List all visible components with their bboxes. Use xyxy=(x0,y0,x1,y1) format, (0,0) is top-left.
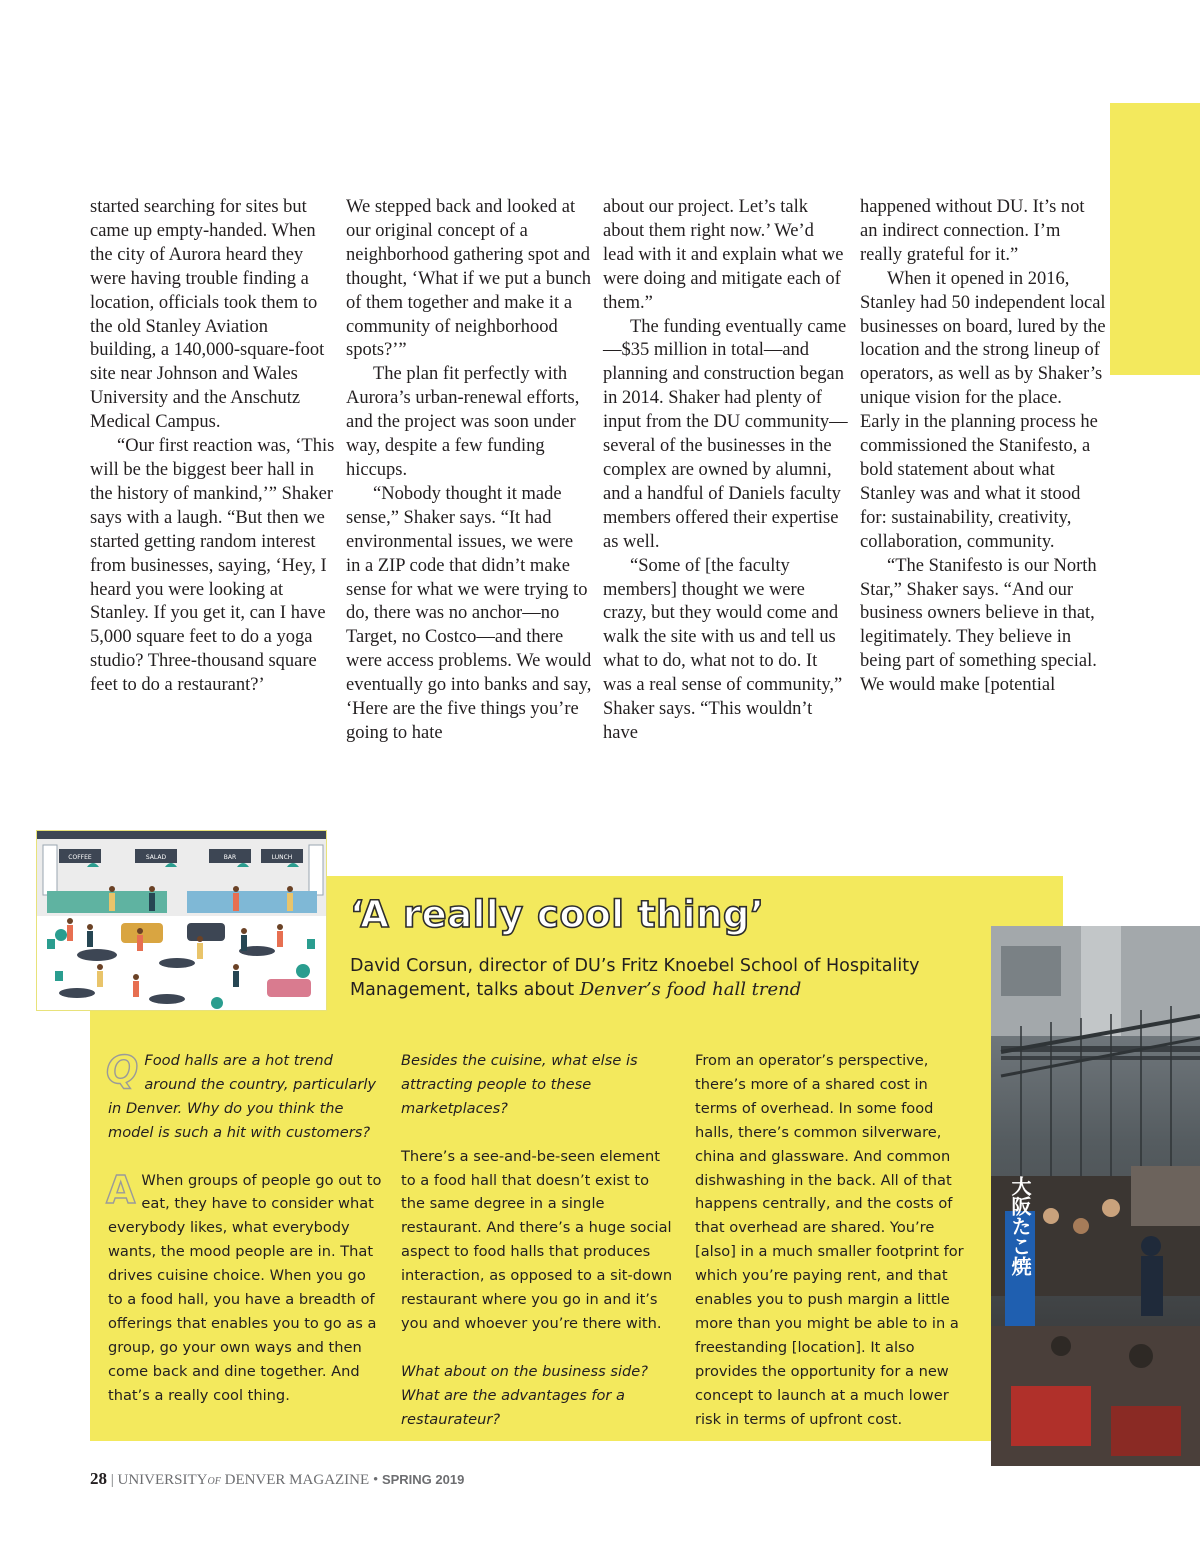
paragraph: “Some of [the faculty members] thought we were crazy, but they would come and walk the site with us and tell us what to do, what not to do. It was a real sense of community,” Shaker says. “This wouldn’t have xyxy=(603,555,843,743)
subtitle-script: Denver’s food hall trend xyxy=(579,979,802,1000)
article-column-1 xyxy=(90,196,336,698)
article-column-4 xyxy=(860,196,1106,698)
a-mark: A xyxy=(106,1167,136,1212)
sign-lunch: LUNCH xyxy=(271,854,293,861)
page-number: 28 xyxy=(90,1469,107,1488)
publication-name-b: DENVER MAGAZINE xyxy=(224,1472,370,1488)
article-column-2 xyxy=(346,196,592,746)
qa-column-2 xyxy=(401,1049,676,1431)
sign-coffee: COFFEE xyxy=(68,854,92,861)
subtitle-text: David Corsun, director of DU’s Fritz Knoebel School of Hospitality Management, talks about xyxy=(350,956,920,1000)
question-text: What about on the business side? What are the advantages for a restaurateur? xyxy=(401,1362,649,1428)
answer xyxy=(108,1169,383,1408)
paragraph: started searching for sites but came up empty-handed. When the city of Aurora heard they were having trouble finding a location, officials took them to the old Stanley Aviation building, a 140,000-square-foot site near Johnson and Wales University and the Anschutz Medical Campus. xyxy=(90,197,325,433)
paragraph: about our project. Let’s talk about them right now.’ We’d lead with it and explain what we were doing and mitigate each of them.” xyxy=(603,197,844,313)
question-text: Food halls are a hot trend around the country, particularly in Denver. Why do you think the model is such a hit with customers? xyxy=(108,1052,377,1141)
page-footer xyxy=(90,1469,464,1489)
answer-text: There’s a see-and-be-seen element to a food hall that doesn’t exist to the same degree in a single restaurant. And there’s a huge social aspect to food halls that produces interaction, as opposed to a sit-down restaurant where you go in and it’s you and whoever you’re there with. xyxy=(401,1147,673,1332)
sidebar-subtitle xyxy=(350,954,970,1002)
sidebar-title: ‘A really cool thing’ xyxy=(350,893,765,936)
answer-text: When groups of people go out to eat, they have to consider what everybody likes, what everybody wants, the mood people are in. That drives cuisine choice. When you go to a food hall, you have a breadth of offerings that enables you to go as a group, go your own ways and then come back and dine together. And that’s a really cool thing. xyxy=(108,1171,382,1404)
answer-text: From an operator’s perspective, there’s more of a shared cost in terms of overhead. In some food halls, there’s common silverware, china and glassware. And common dishwashing in the back. All of that happens centrally, and the costs of that overhead are shared. You’re [also] in a much smaller footprint for which you’re paying rent, and that enables you to push margin a little more than you might be able to in a freestanding [location]. It also provides the opportunity for a new concept to launch at a much lower risk in terms of upfront cost. xyxy=(695,1052,964,1428)
paragraph: “Nobody thought it made sense,” Shaker says. “It had environmental issues, we were in a ZIP code that didn’t make sense for what we were trying to do, there was no anchor—no Target, no Costco—and there were access problems. We would eventually go into banks and say, ‘Here are the five things you’re going to hate xyxy=(346,483,592,743)
question xyxy=(108,1049,383,1145)
food-hall-illustration xyxy=(36,830,327,1011)
yellow-edge-tab xyxy=(1110,103,1200,375)
paragraph: The plan fit perfectly with Aurora’s urban-renewal efforts, and the project was soon under way, despite a few funding hiccups. xyxy=(346,364,580,480)
footer-separator: | xyxy=(110,1472,114,1488)
photo-banner-text: 大阪たこ焼 xyxy=(1008,1176,1032,1276)
paragraph: “Our first reaction was, ‘This will be the biggest beer hall in the history of mankind,’” Shaker says with a laugh. “But then we started getting random interest from businesses, saying, ‘Hey, I heard you were looking at Stanley. If you get it, can I have 5,000 square feet to do a yoga studio? Three-thousand square feet to do a restaurant?’ xyxy=(90,436,335,696)
paragraph: We stepped back and looked at our original concept of a neighborhood gathering spot and thought, ‘What if we put a bunch of them together and make it a community of neighborhood spots?’” xyxy=(346,197,592,361)
paragraph: happened without DU. It’s not an indirect connection. I’m really grateful for it.” xyxy=(860,197,1085,265)
sign-salad: SALAD xyxy=(145,854,167,861)
issue-label: SPRING 2019 xyxy=(381,1472,465,1487)
q-mark: Q xyxy=(106,1048,139,1092)
paragraph: When it opened in 2016, Stanley had 50 independent local businesses on board, lured by the location and the strong lineup of operators, as well as by Shaker’s unique vision for the place. Early in the planning process he commissioned the Stanifesto, a bold statement about what Stanley was and what it stood for: sustainability, creativity, collaboration, community. xyxy=(860,268,1106,552)
food-hall-photo xyxy=(991,926,1200,1466)
qa-column-3 xyxy=(695,1049,970,1432)
article-column-3 xyxy=(603,196,849,746)
photo-icon xyxy=(991,926,1200,1466)
publication-name-a: UNIVERSITY xyxy=(117,1472,208,1488)
qa-column-1 xyxy=(108,1049,383,1408)
question-text: Besides the cuisine, what else is attracting people to these marketplaces? xyxy=(401,1052,638,1117)
sign-bar: BAR xyxy=(223,854,237,861)
publication-name-of: OF xyxy=(207,1476,221,1487)
paragraph: “The Stanifesto is our North Star,” Shaker says. “And our business owners believe in that, legitimately. They believe in being part of something special. We would make [potential xyxy=(860,555,1097,696)
paragraph: The funding eventually came—$35 million in total—and planning and construction began in 2014. Shaker had plenty of input from the DU community—several of the businesses in the complex are owned by alumni, and a handful of Daniels faculty members offered their expertise as well. xyxy=(603,316,848,552)
footer-dot: • xyxy=(372,1472,379,1488)
illustration-icon xyxy=(37,831,327,1011)
